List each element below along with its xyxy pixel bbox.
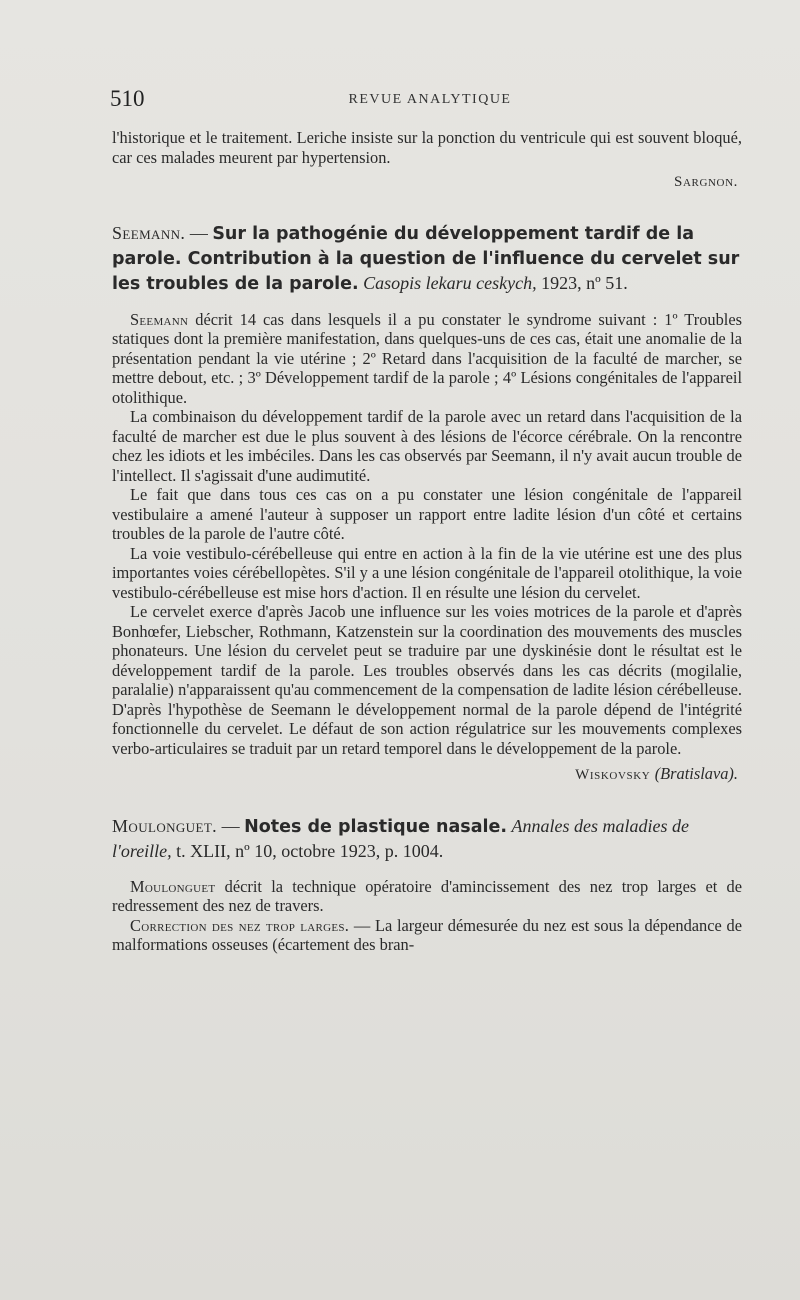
heading-dash: — xyxy=(217,815,245,836)
heading-dash: — xyxy=(185,222,213,243)
body-paragraph: Le cervelet exerce d'après Jacob une influence sur les voies motrices de la parole et d'après Bonhœfer, Liebscher, Rothmann, Katzenstein sur la coordination des mouvements des muscles phonateurs. Une lésion du cervelet peut se traduire par une dyskinésie dont le résultat est le développement tardif de la parole. Les troubles observés dans les cas décrits (mogilalie, paralalie) n'apparaissent qu'au commencement de la compensation de ladite lésion cérébelleuse. D'après l'hypothèse de Seemann le développement normal de la parole dépend de l'intégrité fonctionnelle du cervelet. Le défaut de son action régulatrice sur les mouvements complexes verbo-articulaires se traduit par un retard temporel dans le développement de la parole. xyxy=(112,602,742,758)
article-body-moulonguet xyxy=(112,877,742,955)
paragraph-text: décrit la technique opératoire d'amincissement des nez trop larges et de redressement des nez de travers. xyxy=(112,876,742,915)
article-citation: 1923, nº 51. xyxy=(536,272,628,293)
article-source: Annales des maladies de l'oreille, xyxy=(112,815,690,861)
article-author: Moulonguet. xyxy=(112,815,218,836)
article-source: Casopis lekaru ceskych, xyxy=(363,272,537,293)
section-head: Correction des nez trop larges. xyxy=(130,915,350,935)
body-paragraph xyxy=(112,877,742,916)
paragraph-text: — La largeur démesurée du nez est sous la dépendance de malformations osseuses (écartement des bran- xyxy=(112,915,742,954)
body-paragraph: La voie vestibulo-cérébelleuse qui entre en action à la fin de la vie utérine est une des plus importantes voies cérébellopètes. S'il y a une lésion congénitale de l'appareil otolithique, la voie vestibulo-cérébelleuse est mise hors d'action. Il en résulte une lésion du cervelet. xyxy=(112,543,742,602)
page-number: 510 xyxy=(110,86,145,111)
article-title: Sur la pathogénie du développement tardif de la parole. Contribution à la question de l'influence du cervelet sur les troubles de la parole. xyxy=(112,223,740,294)
reviewer-location: (Bratislava). xyxy=(654,764,738,783)
reviewer-signature xyxy=(112,764,742,786)
body-paragraph xyxy=(112,310,742,408)
continuation-signature: Sargnon. xyxy=(674,174,738,190)
page-content xyxy=(112,128,742,955)
article-heading-seemann xyxy=(112,221,742,296)
author-ref: Seemann xyxy=(130,309,189,329)
article-author: Seemann. xyxy=(112,222,186,243)
page-header xyxy=(110,86,750,120)
body-paragraph: La combinaison du développement tardif de la parole avec un retard dans l'acquisition de la faculté de marcher est due le plus souvent à des lésions de l'écorce cérébrale. On la rencontre chez les idiots et les imbéciles. Dans les cas observés par Seemann, il n'y avait aucun trouble de l'intellect. Il s'agissait d'une audimutité. xyxy=(112,407,742,485)
body-paragraph: Le fait que dans tous ces cas on a pu constater une lésion congénitale de l'appareil vestibulaire a amené l'auteur à supposer un rapport entre ladite lésion d'un côté et certains troubles de la parole de l'autre côté. xyxy=(112,485,742,543)
paragraph-text: décrit 14 cas dans lesquels il a pu constater le syndrome suivant : 1º Troubles statiques dont la première manifestation, dans quelques-uns de ces cas, était une anomalie de la présentation pendant la vie utérine ; 2º Retard dans l'acquisition de la faculté de marcher, se mettre debout, etc. ; 3º Développement tardif de la parole ; 4º Lésions congénitales de l'appareil otolithique. xyxy=(112,309,742,407)
article-title: Notes de plastique nasale. xyxy=(244,816,508,837)
body-paragraph xyxy=(112,916,742,955)
running-title: REVUE ANALYTIQUE xyxy=(348,92,512,107)
article-heading-moulonguet xyxy=(112,814,742,863)
continuation-paragraph: l'historique et le traitement. Leriche insiste sur la ponction du ventricule qui est souvent bloqué, car ces malades meurent par hypertension. xyxy=(112,128,742,167)
article-citation: t. XLII, nº 10, octobre 1923, p. 1004. xyxy=(171,840,444,861)
reviewer-name: Wiskovsky xyxy=(575,767,651,783)
author-ref: Moulonguet xyxy=(130,876,216,896)
article-body-seemann xyxy=(112,310,742,786)
